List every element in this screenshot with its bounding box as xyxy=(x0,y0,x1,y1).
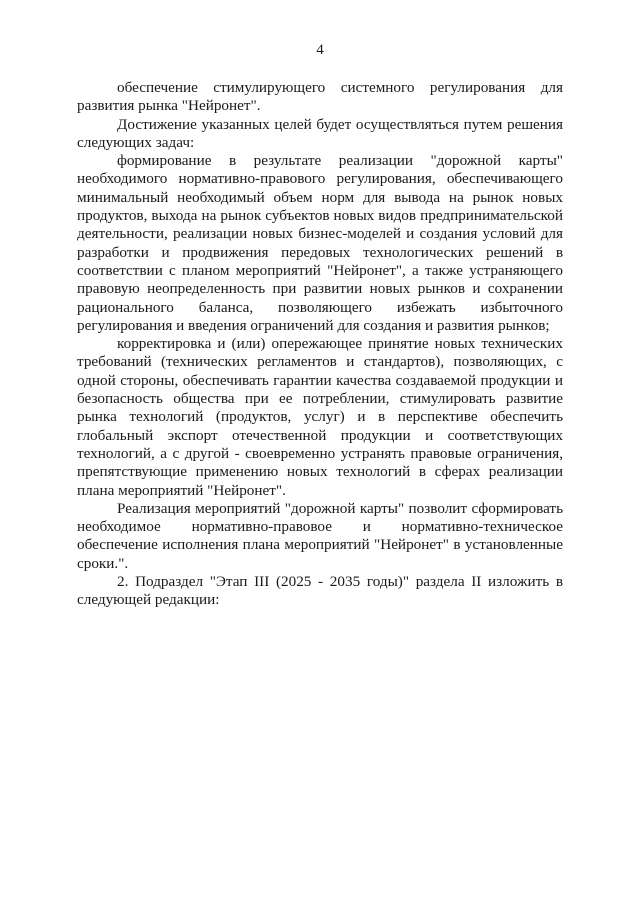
paragraph-task-legal-regulation: формирование в результате реализации "дорожной карты" необходимого нормативно-правового регулирования, обеспечивающего минимальный необходимый объем норм для вывода на рынок новых продуктов, выхода на рынок субъектов новых видов предпринимательской деятельности, реализации новых бизнес-моделей и создания условий для разработки и продвижения передовых технологических решений в соответствии с планом мероприятий "Нейронет", а также устраняющего правовую неопределенность при развитии новых рынков и сохранении рационального баланса, позволяющего избежать избыточного регулирования и введения ограничений для создания и развития рынков; xyxy=(77,152,563,334)
paragraph-tasks-intro: Достижение указанных целей будет осуществляться путем решения следующих задач: xyxy=(77,115,563,151)
paragraph-amendment-item-2: 2. Подраздел "Этап III (2025 - 2035 годы)" раздела II изложить в следующей редакции: xyxy=(77,573,563,609)
document-body xyxy=(77,79,563,610)
paragraph-roadmap-outcome: Реализация мероприятий "дорожной карты" позволит сформировать необходимое нормативно-правовое и нормативно-техническое обеспечение исполнения плана мероприятий "Нейронет" в установленные сроки.". xyxy=(77,499,563,572)
page-number: 4 xyxy=(316,42,324,58)
paragraph-goal-regulation: обеспечение стимулирующего системного регулирования для развития рынка "Нейронет". xyxy=(77,79,563,115)
paragraph-task-technical-requirements: корректировка и (или) опережающее принятие новых технических требований (технических регламентов и стандартов), позволяющих, с одной стороны, обеспечивать гарантии качества создаваемой продукции и безопасность общества при ее потреблении, стимулировать развитие рынка технологий (продуктов, услуг) и в перспективе обеспечить глобальный экспорт отечественной продукции и соответствующих технологий, а с другой - своевременно устранять правовые ограничения, препятствующие применению новых технологий в сферах реализации плана мероприятий "Нейронет". xyxy=(77,335,563,499)
